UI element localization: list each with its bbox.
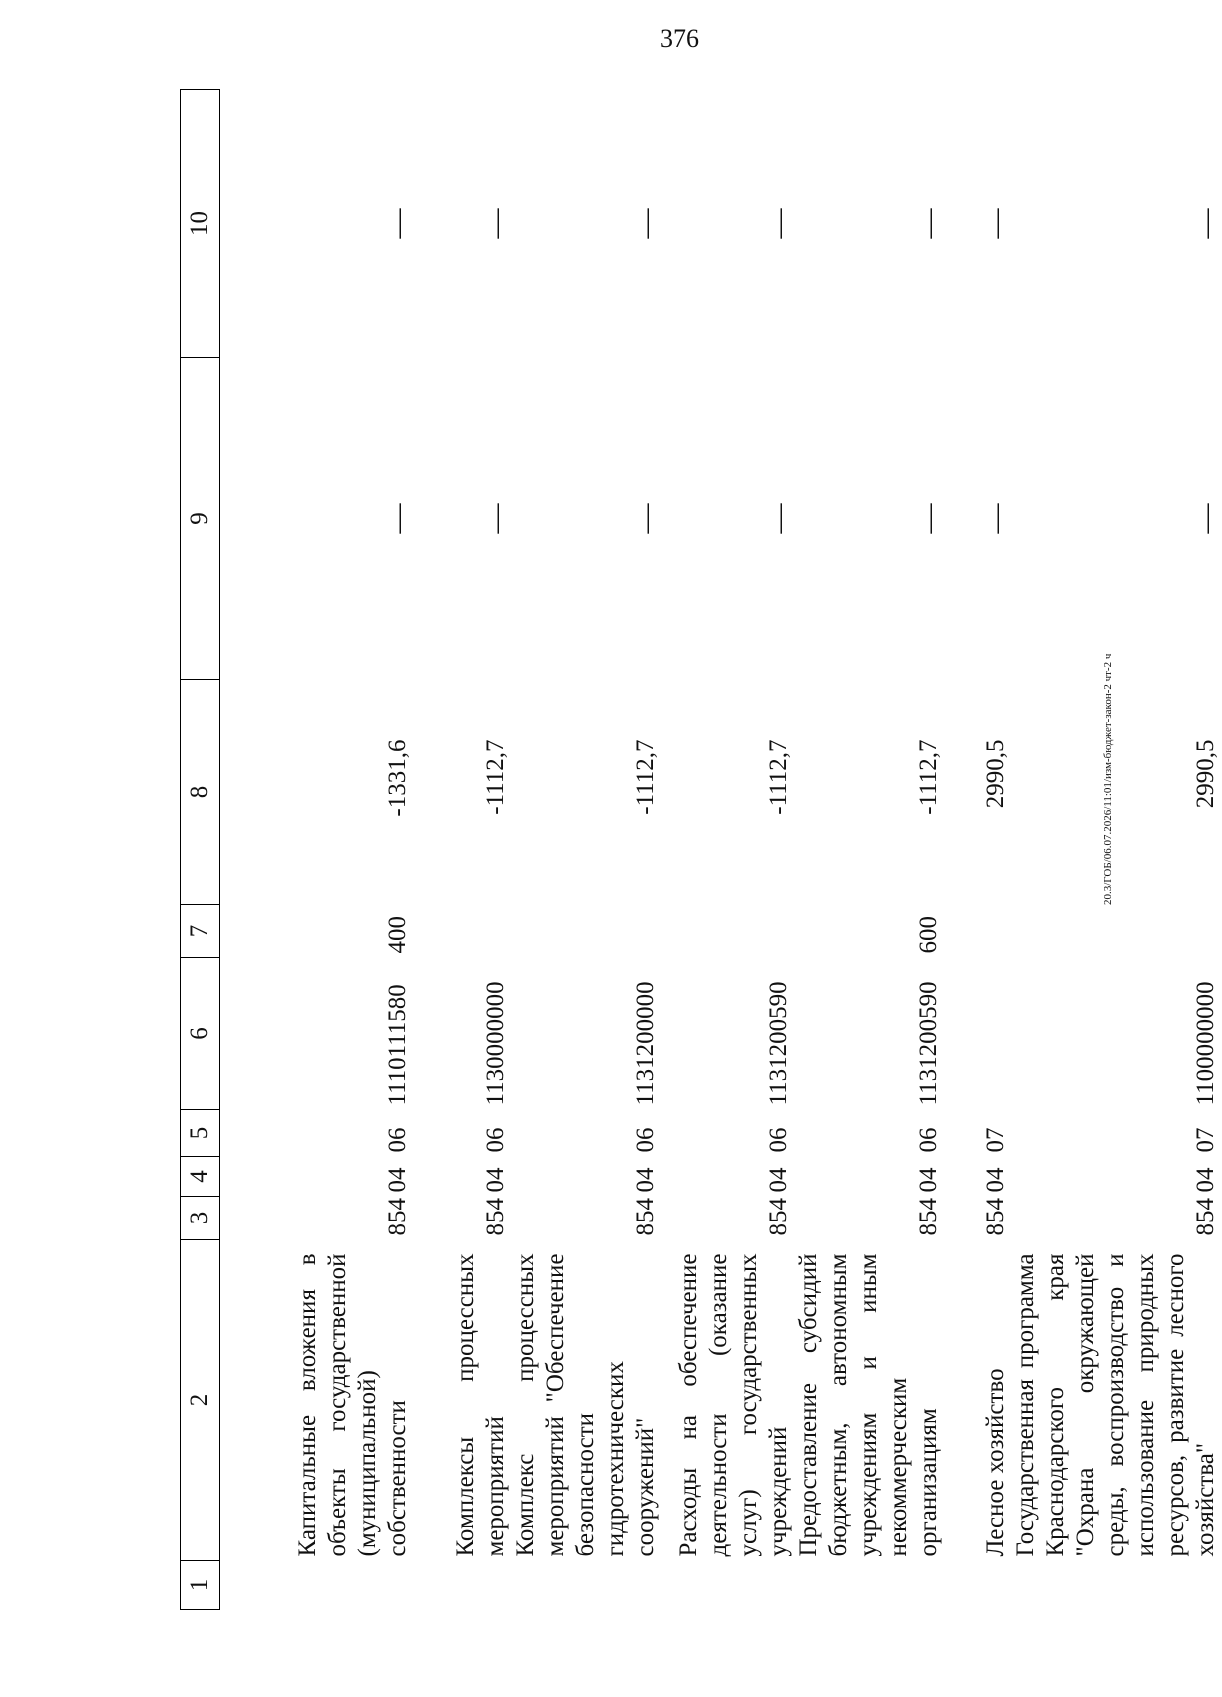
header-row [181, 90, 220, 1610]
rotated-table-container [180, 90, 1222, 1610]
cell-target-article: 1131200590 [765, 981, 792, 1106]
cell-col10: — [629, 208, 662, 239]
row-name: Предоставление субсидий бюджетным, автономным учреждениям и иным некоммерческим организациям [795, 1253, 942, 1557]
cell-expense-type [511, 905, 661, 958]
table-row [794, 90, 944, 1610]
table-row [220, 90, 414, 1610]
header-cell: 5 [181, 1110, 220, 1157]
header-cell: 4 [181, 1157, 220, 1197]
cell-amount: -1112,7 [632, 739, 659, 815]
cell-amount: 2990,5 [982, 739, 1009, 809]
cell-amount: -1112,7 [482, 739, 509, 815]
header-cell: 2 [181, 1240, 220, 1561]
row-name: Государственная программа Краснодарского края "Охрана окружающей среды, воспроизводство и использование природных ресурсов, развитие лесного хозяйства" [1012, 1253, 1219, 1557]
cell-col9: — [381, 503, 414, 534]
cell-section: 04 [915, 1167, 942, 1193]
cell-col9: — [979, 503, 1012, 534]
table-row [661, 90, 794, 1610]
cell-amount: -1112,7 [915, 739, 942, 815]
cell-ministry: 854 [384, 1198, 411, 1236]
cell-col9: — [479, 503, 512, 534]
header-cell: 6 [181, 958, 220, 1110]
cell-amount: -1331,6 [384, 739, 411, 817]
header-cell: 1 [181, 1561, 220, 1610]
row-name: Лесное хозяйство [982, 1368, 1009, 1557]
budget-table [180, 89, 1221, 1610]
header-cell: 8 [181, 680, 220, 905]
table-row [944, 90, 1011, 1610]
cell-col9: — [762, 503, 795, 534]
document-footer-code: 20.3/ГОБ/06.07.2026/11:01/изм-бюджет-закон-2 чт-2 ч [1102, 653, 1114, 905]
cell-col10: — [912, 208, 945, 239]
cell-ministry: 854 [765, 1198, 792, 1236]
row-number-cell [794, 1561, 944, 1610]
cell-expense-type [661, 905, 794, 958]
cell-section: 04 [1192, 1167, 1219, 1193]
row-number-cell [220, 1561, 414, 1610]
cell-expense-type [944, 905, 1011, 958]
cell-target-article [944, 958, 1011, 1110]
cell-col9: — [912, 503, 945, 534]
cell-col9: — [629, 503, 662, 534]
row-name: Комплекс процессных мероприятий "Обеспечение безопасности гидротехнических сооружений" [512, 1253, 659, 1557]
cell-amount: -1112,7 [765, 739, 792, 815]
cell-col10: — [762, 208, 795, 239]
cell-section: 04 [384, 1167, 411, 1193]
cell-ministry: 854 [915, 1198, 942, 1236]
page-number: 376 [660, 24, 699, 53]
row-name: Капитальные вложения в объекты государственной (муниципальной) собственности [294, 1253, 411, 1557]
row-number-cell [661, 1561, 794, 1610]
cell-ministry: 854 [1192, 1198, 1219, 1236]
table-row [1011, 90, 1221, 1610]
cell-ministry: 854 [632, 1198, 659, 1236]
cell-amount: 2990,5 [1192, 739, 1219, 809]
header-cell: 10 [181, 90, 220, 358]
cell-expense-type: 400 [384, 916, 411, 954]
cell-col9: — [1189, 503, 1222, 534]
table-row [413, 90, 511, 1610]
row-number-cell [413, 1561, 511, 1610]
row-number-cell [511, 1561, 661, 1610]
row-number-cell [1011, 1561, 1221, 1610]
cell-expense-type [413, 905, 511, 958]
cell-col10: — [381, 208, 414, 239]
cell-section: 04 [982, 1167, 1009, 1193]
cell-section: 04 [482, 1167, 509, 1193]
cell-subsection: 06 [765, 1127, 792, 1153]
cell-target-article: 1110111580 [384, 984, 411, 1106]
row-name: Расходы на обеспечение деятельности (оказание услуг) государственных учреждений [675, 1253, 792, 1557]
cell-subsection: 06 [482, 1127, 509, 1153]
cell-expense-type: 600 [915, 916, 942, 954]
table-row [511, 90, 661, 1610]
header-cell: 3 [181, 1197, 220, 1240]
cell-section: 04 [632, 1167, 659, 1193]
cell-target-article: 1100000000 [1192, 981, 1219, 1106]
cell-ministry: 854 [982, 1198, 1009, 1236]
cell-col10: — [1189, 208, 1222, 239]
cell-subsection: 07 [982, 1127, 1009, 1153]
cell-ministry: 854 [482, 1198, 509, 1236]
cell-subsection: 07 [1192, 1127, 1219, 1153]
cell-section: 04 [765, 1167, 792, 1193]
cell-col10: — [479, 208, 512, 239]
cell-col10: — [979, 208, 1012, 239]
header-cell: 9 [181, 358, 220, 680]
cell-target-article: 1131200590 [915, 981, 942, 1106]
cell-subsection: 06 [384, 1127, 411, 1153]
row-name: Комплексы процессных мероприятий [452, 1253, 509, 1557]
cell-subsection: 06 [632, 1127, 659, 1153]
header-cell: 7 [181, 905, 220, 958]
row-number-cell [944, 1561, 1011, 1610]
cell-target-article: 1130000000 [482, 981, 509, 1106]
cell-subsection: 06 [915, 1127, 942, 1153]
cell-expense-type [1011, 905, 1221, 958]
cell-target-article: 1131200000 [632, 981, 659, 1106]
